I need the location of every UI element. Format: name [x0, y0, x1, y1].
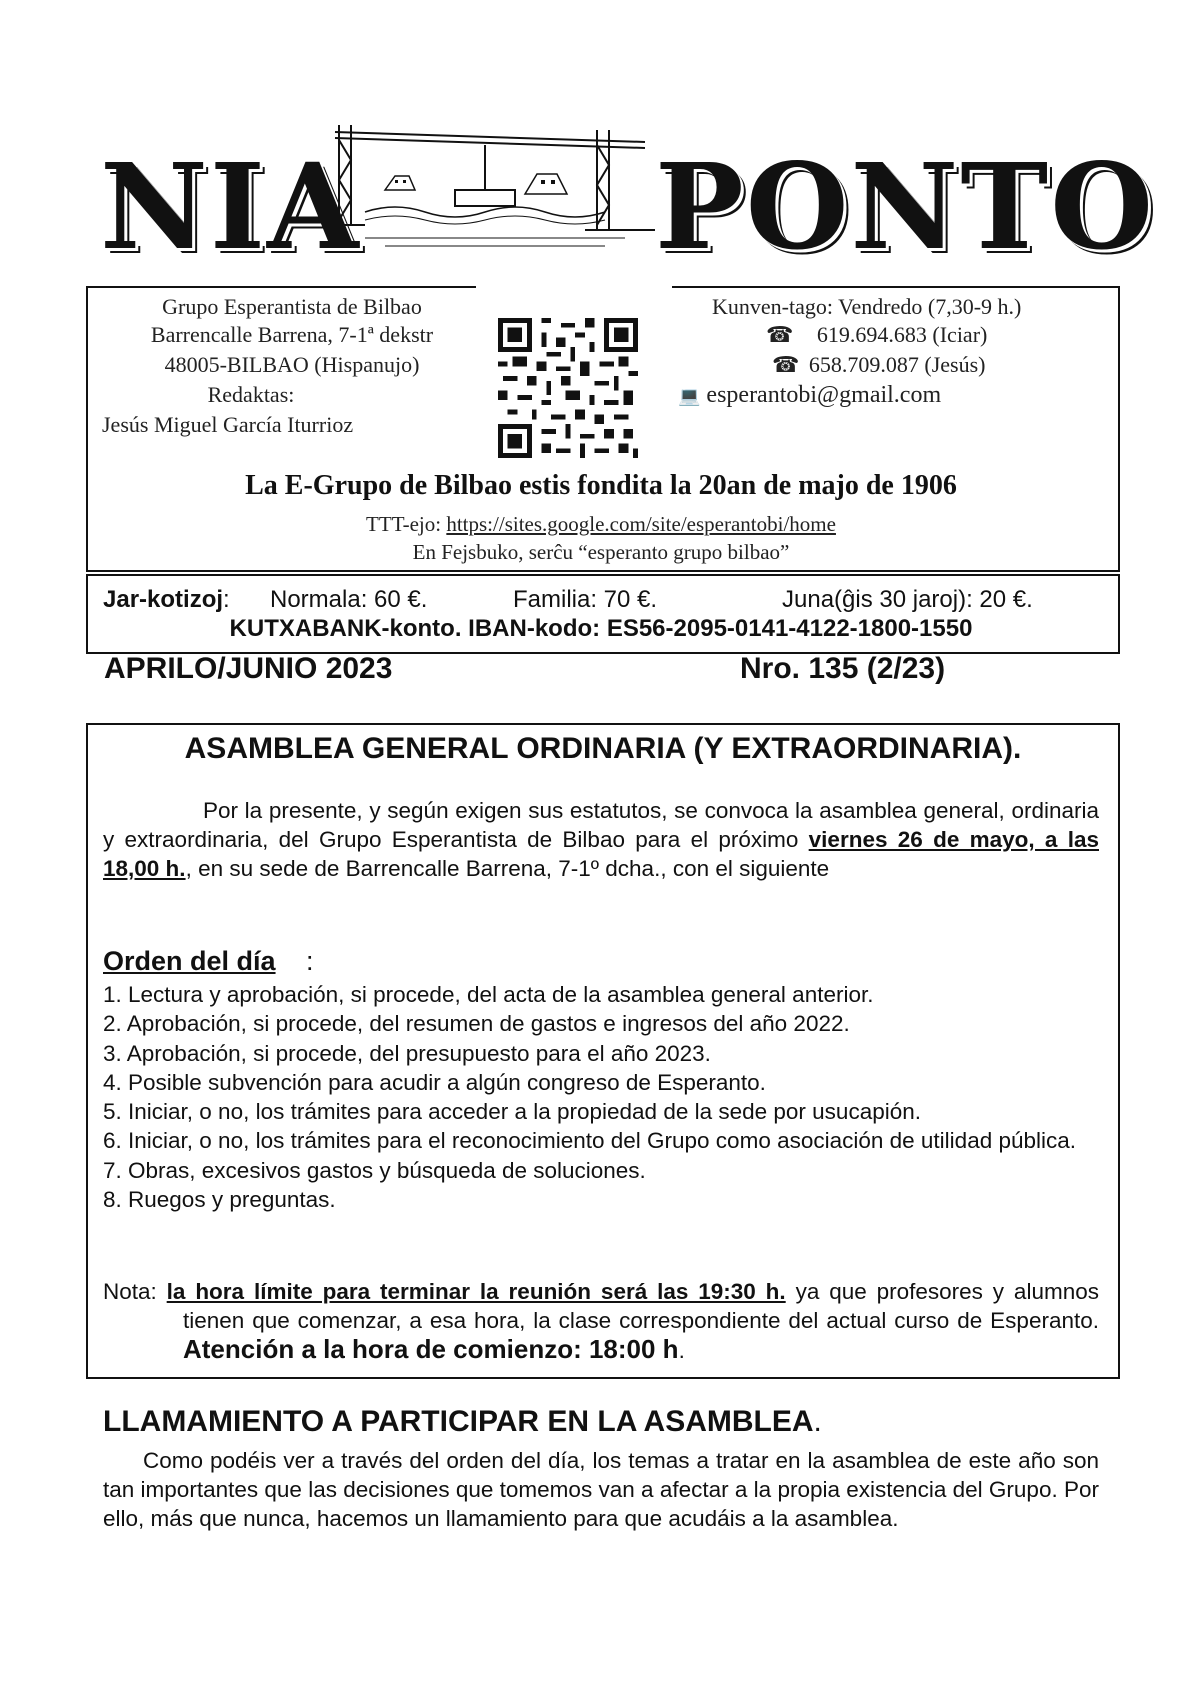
- header-box-top-right: [672, 286, 1118, 288]
- agenda-item: 5. Iniciar, o no, los trámites para acceder a la propiedad de la sede por usucapión.: [103, 1099, 921, 1125]
- meeting-day: Kunven-tago: Vendredo (7,30-9 h.): [712, 294, 1022, 319]
- assembly-note: [103, 1277, 1099, 1365]
- phone-icon: ☎: [772, 352, 800, 377]
- fees-colon: :: [223, 586, 230, 613]
- fee-family: Familia: 70 €.: [513, 586, 658, 613]
- issue-number: Nro. 135 (2/23): [740, 652, 946, 685]
- phone-icon: ☎: [766, 322, 794, 347]
- note-text: ya que profesores y alumnos tienen que comenzar, a esa hora, la clase correspondiente del actual curso de Esperanto.: [183, 1279, 1099, 1333]
- appeal-body: [103, 1446, 1099, 1533]
- computer-icon: 💻: [678, 386, 701, 406]
- email-text[interactable]: esperantobi@gmail.com: [706, 382, 942, 408]
- note-attention: Atención a la hora de comienzo: 18:00 h: [183, 1334, 679, 1364]
- intro-text-b: , en su sede de Barrencalle Barrena, 7-1º dcha., con el siguiente: [185, 856, 830, 881]
- appeal-title-row: [103, 1405, 822, 1439]
- masthead-title-right: PONTO: [655, 137, 1155, 276]
- note-end: .: [678, 1338, 685, 1363]
- phone1-text[interactable]: 619.694.683 (Iciar): [816, 322, 988, 347]
- group-postal: 48005-BILBAO (Hispanujo): [164, 352, 420, 377]
- website-row: [86, 512, 1116, 537]
- editor-name: Jesús Miguel García Iturrioz: [102, 412, 354, 437]
- fees-label: Jar-kotizoj: [103, 586, 224, 613]
- agenda-item: 6. Iniciar, o no, los trámites para el reconocimiento del Grupo como asociación de utilidad pública.: [103, 1128, 1077, 1154]
- fees-label-row: [103, 586, 230, 614]
- phone2-row: [772, 352, 986, 378]
- agenda-heading: Orden del día: [103, 946, 276, 976]
- appeal-title-end: .: [813, 1405, 822, 1438]
- facebook-note: En Fejsbuko, serĉu “esperanto grupo bilbao”: [412, 540, 790, 564]
- agenda-item: 8. Ruegos y preguntas.: [103, 1187, 336, 1213]
- agenda-item: 2. Aprobación, si procede, del resumen de gastos e ingresos del año 2022.: [103, 1011, 850, 1037]
- fee-youth: Juna(ĝis 30 jaroj): 20 €.: [782, 586, 1033, 613]
- issue-date: APRILO/JUNIO 2023: [104, 652, 393, 685]
- group-name: Grupo Esperantista de Bilbao: [162, 294, 422, 319]
- bridge-illustration-icon: [325, 120, 655, 260]
- agenda-heading-colon: :: [306, 946, 314, 976]
- note-paragraph: [103, 1277, 1099, 1365]
- note-deadline: la hora límite para terminar la reunión será las 19:30 h.: [166, 1279, 786, 1304]
- email-row: [678, 382, 941, 409]
- agenda-item: 4. Posible subvención para acudir a algún congreso de Esperanto.: [103, 1069, 766, 1095]
- agenda-list: [103, 980, 1099, 1214]
- appeal-text: Como podéis ver a través del orden del día, los temas a tratar en la asamblea de este año son tan importantes que las decisiones que tomemos van a afectar a la propia existencia del Grupo. Por ello, más que nunca, hacemos un llamamiento para que acudáis a la asamblea.: [103, 1448, 1099, 1531]
- agenda-item: 3. Aprobación, si procede, del presupuesto para el año 2023.: [103, 1040, 711, 1066]
- phone2-text[interactable]: 658.709.087 (Jesús): [808, 352, 986, 377]
- note-label: Nota:: [103, 1279, 157, 1304]
- phone1-row: [766, 322, 987, 348]
- header-box-top-left: [86, 286, 476, 288]
- masthead-title-left: NIA: [100, 137, 361, 276]
- agenda-item: 7. Obras, excesivos gastos y búsqueda de soluciones.: [103, 1157, 646, 1183]
- website-link[interactable]: https://sites.google.com/site/esperantobi/home: [446, 512, 836, 536]
- fee-normal: Normala: 60 €.: [270, 586, 428, 613]
- assembly-intro: [103, 796, 1099, 883]
- intro-text-a: Por la presente, y según exigen sus estatutos, se convoca la asamblea general, ordinaria y extraordinaria, del Grupo Esperantista de Bilbao para el próximo: [103, 798, 1099, 852]
- group-address: Barrencalle Barrena, 7-1ª dekstr: [150, 322, 434, 347]
- iban-line: KUTXABANK-konto. IBAN-kodo: ES56-2095-0141-4122-1800-1550: [229, 615, 973, 642]
- qr-code-icon: [498, 318, 638, 458]
- agenda-item: 1. Lectura y aprobación, si procede, del acta de la asamblea general anterior.: [103, 982, 874, 1007]
- appeal-title: LLAMAMIENTO A PARTICIPAR EN LA ASAMBLEA: [103, 1405, 814, 1438]
- founded-statement: La E-Grupo de Bilbao estis fondita la 20an de majo de 1906: [245, 470, 957, 501]
- editor-label: Redaktas:: [207, 382, 295, 407]
- meeting-datetime: viernes 26 de mayo, a las 18,00 h.: [103, 827, 1099, 881]
- website-label: TTT-ejo:: [366, 512, 442, 536]
- assembly-title: ASAMBLEA GENERAL ORDINARIA (Y EXTRAORDINARIA).: [184, 732, 1022, 765]
